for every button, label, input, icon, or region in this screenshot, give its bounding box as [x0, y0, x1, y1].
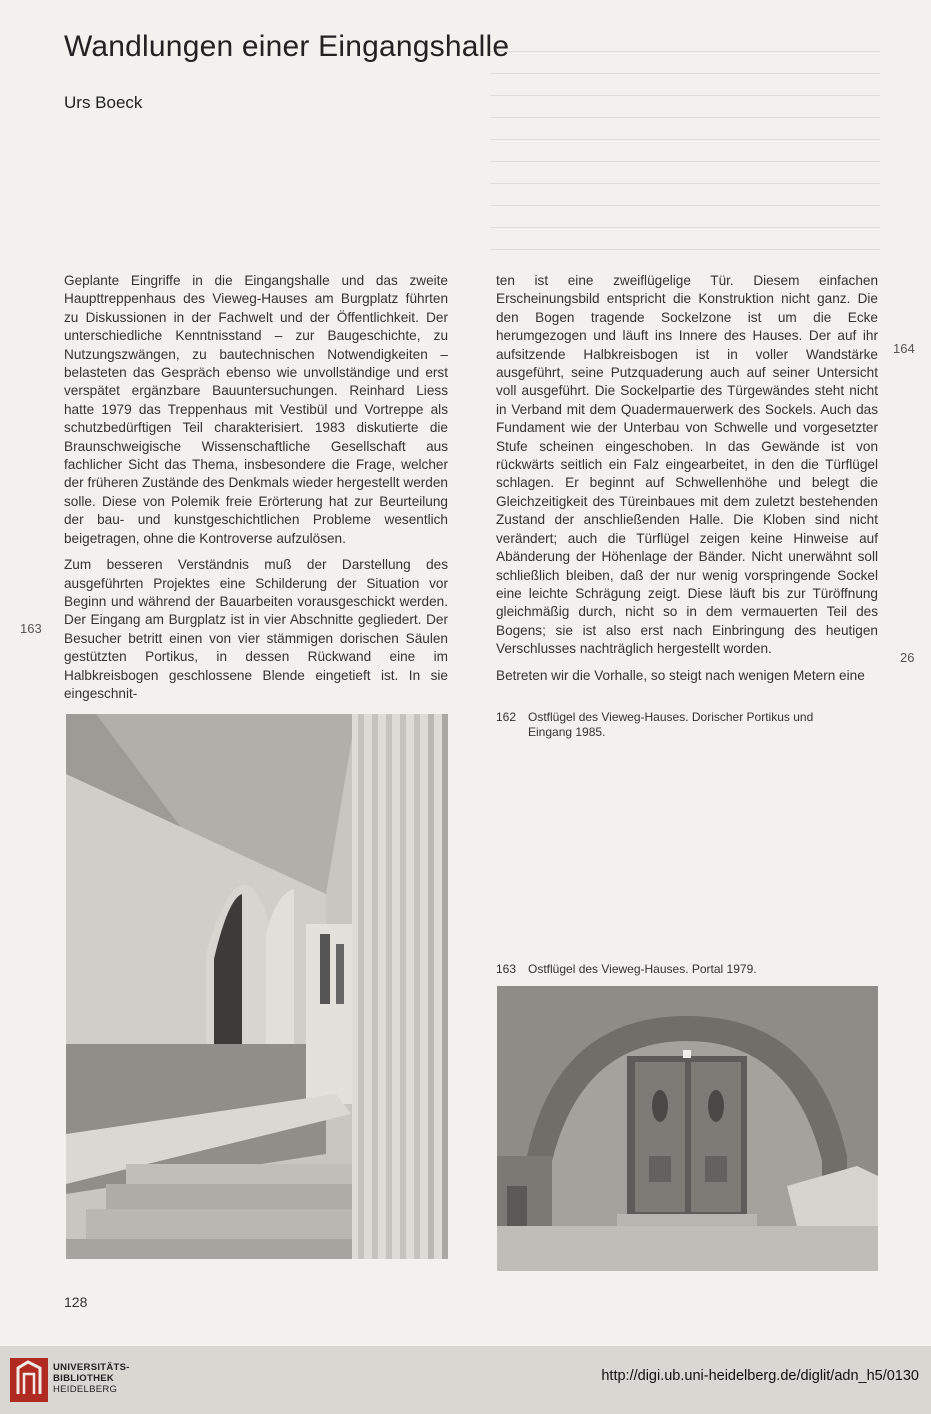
margin-figure-ref: 163: [20, 621, 42, 636]
page-number: 128: [64, 1294, 88, 1310]
caption-text: Ostflügel des Vieweg-Hauses. Dorischer Portikus und Eingang 1985.: [528, 710, 814, 739]
library-name-line: BIBLIOTHEK: [53, 1373, 115, 1384]
library-name-line: UNIVERSITÄTS-: [53, 1362, 130, 1373]
text-column-left: [64, 272, 448, 711]
figure-caption-163: [496, 962, 876, 977]
source-url-link[interactable]: http://digi.ub.uni-heidelberg.de/diglit/adn_h5/0130: [601, 1368, 919, 1384]
library-name: [53, 1362, 130, 1395]
bleed-through-texture: [490, 30, 880, 270]
paragraph: Geplante Eingriffe in die Eingangshalle und das zweite Haupttreppenhaus des Vieweg-Hauses am Burgplatz führten zu Diskussionen in der Fachwelt und der Öffentlichkeit. Der unterschiedliche Kenntnisstand – zur Baugeschichte, zu Nutzungszwängen, zu bautechnischen Notwendigkeiten – belasteten das Gespräch ebenso wie unvollständige und erst verspätet ergänzbare Bauuntersuchungen. Reinhard Liess hatte 1979 das Treppenhaus mit Vestibül und Vortreppe als schutzbedürftigen Teil charakterisiert. 1983 diskutierte die Braunschweigische Wissenschaftliche Gesellschaft aus fachlicher Sicht das Thema, insbesondere die Frage, welcher der früheren Zustände des Denkmals wieder hergestellt werden solle. Diese von Polemik freie Erörterung hat zur Beurteilung der bau- und kunstgeschichtlichen Probleme wesentlich beigetragen, ohne die Kontroverse aufzulösen.: [64, 273, 448, 546]
paragraph: ten ist eine zweiflügelige Tür. Diesem einfachen Erscheinungsbild entspricht die Konstruktion nicht ganz. Die den Bogen tragende Sockelzone ist um die Ecke herumgezogen und läuft ins Innere des Hauses. Der auf ihr aufsitzende Halbkreisbogen ist in voller Wandstärke ausgeführt, seine Putzquaderung auch auf seiner Untersicht voll ausgeführt. Die Sockelpartie des Türgewändes steht nicht in Verband mit dem Quadermauerwerk des Sockels. Auch das Fundament wie der Unterbau von Schwelle und vorgesetzter Stufe scheinen eingeschoben. In das Gewände ist von rückwärts seitlich ein Falz eingearbeitet, in den die Türflügel schlagen. Er beginnt auf Schwellenhöhe und belegt die Gleichzeitigkeit des Türeinbaues mit dem zuletzt bestehenden Zustand der anschließenden Halle. Die Kloben sind nicht verändert; auch die Türflügel zeigen keine Hinweise auf Abänderung der Höhenlage der Bänder. Nicht unerwähnt soll schließlich bleiben, daß der nur wenig vorspringende Sockel eine leichte Schrägung zeigt. Diese läuft bis zur Türöffnung gleichmäßig durch, nicht so in dem vermauerten Teil des Bogens; sie ist also erst nach Einbringung des heutigen Verschlusses nachträglich hergestellt worden.: [496, 273, 878, 657]
article-author: Urs Boeck: [64, 93, 143, 112]
figure-caption-162: [496, 710, 876, 740]
margin-figure-ref: 26: [900, 650, 915, 665]
library-logo-icon: [10, 1358, 48, 1402]
caption-text: Ostflügel des Vieweg-Hauses. Portal 1979.: [528, 962, 757, 976]
photo-portico-1985: [66, 714, 448, 1259]
photo-portal-1979: [497, 986, 878, 1271]
text-column-right: [496, 272, 878, 693]
caption-number: 162: [496, 710, 517, 724]
library-name-line: HEIDELBERG: [53, 1384, 118, 1395]
article-title: Wandlungen einer Eingangshalle: [64, 30, 510, 63]
margin-figure-ref: 164: [893, 341, 915, 356]
digitization-footer: [0, 1346, 931, 1414]
caption-number: 163: [496, 962, 517, 976]
paragraph: Zum besseren Verständnis muß der Darstellung des ausgeführten Projektes eine Schilderung der Situation vor Beginn und während der Bauarbeiten vorausgeschickt werden. Der Eingang am Burgplatz ist in vier Abschnitte gegliedert. Der Besucher betritt einen von vier stämmigen dorischen Säulen gestützten Portikus, in dessen Rückwand eine im Halbkreisbogen geschlossene Blende eingetieft ist. In sie eingeschnit-: [64, 557, 448, 701]
paragraph: Betreten wir die Vorhalle, so steigt nach wenigen Metern eine: [496, 667, 865, 683]
